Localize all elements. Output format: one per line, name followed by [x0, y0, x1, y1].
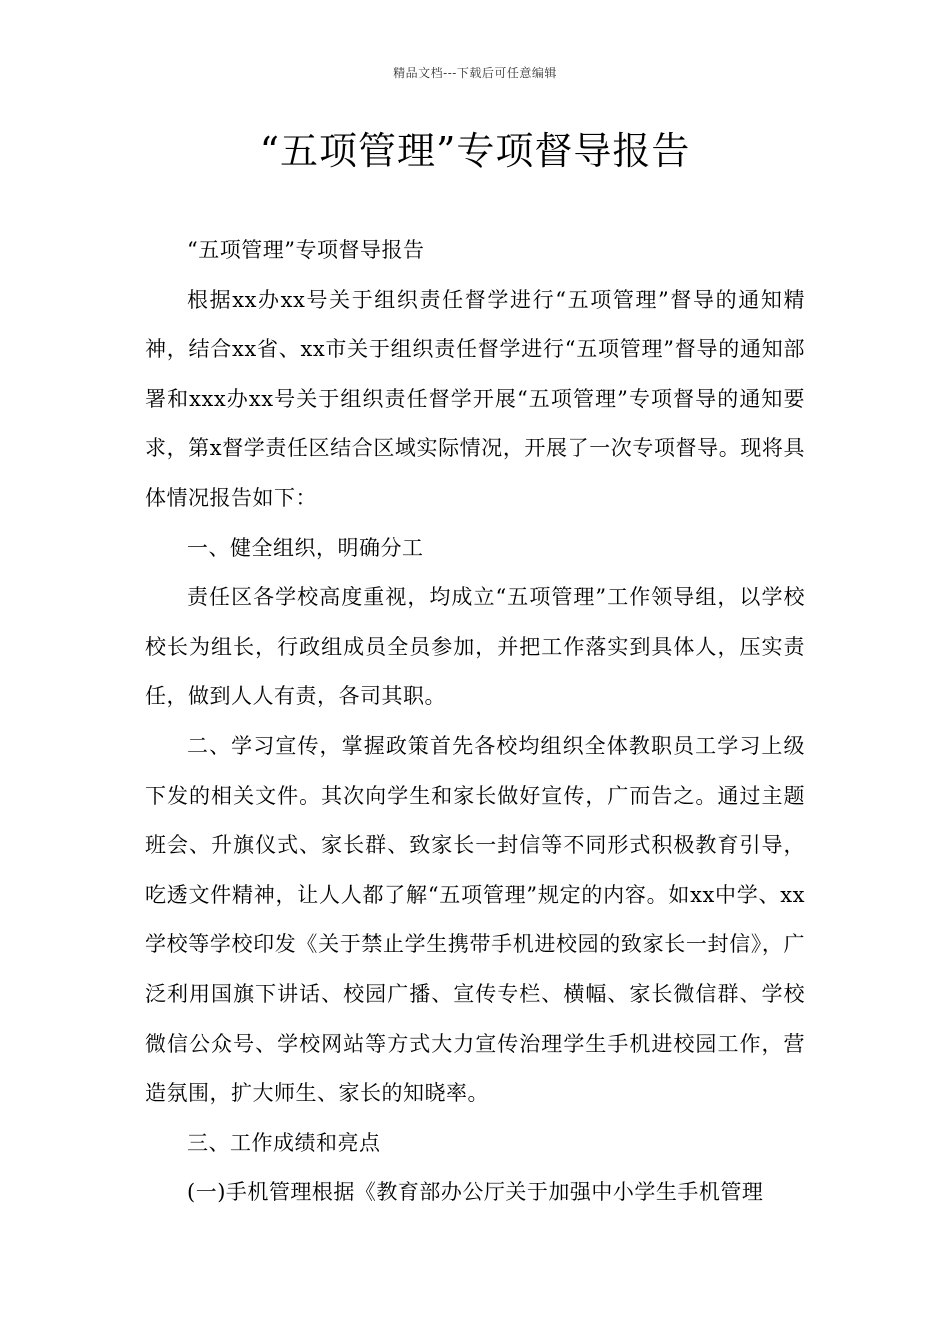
section-heading-3: 三、工作成绩和亮点: [187, 1130, 381, 1155]
header-note: 精品文档---下载后可任意编辑: [393, 66, 557, 80]
document-title: “五项管理”专项督导报告: [259, 129, 691, 173]
paragraph-subtitle: “五项管理”专项督导报告: [187, 238, 425, 262]
paragraph-subsection-1: (一)手机管理根据《教育部办公厅关于加强中小学生手机管理: [187, 1180, 764, 1205]
paragraph-intro: 根据xx办xx号关于组织责任督学进行“五项管理”督导的通知精神，结合xx省、xx市关于组织责任督学进行“五项管理”督导的通知部署和xxx办xx号关于组织责任督学开展“五项管理”专项督导的通知要求，第x督学责任区结合区域实际情况，开展了一次专项督导。现将具体情况报告如下：: [145, 287, 805, 510]
section-heading-1: 一、健全组织，明确分工: [187, 535, 424, 560]
paragraph-section-2: 二、学习宣传，掌握政策首先各校均组织全体教职员工学习上级下发的相关文件。其次向学生和家长做好宣传，广而告之。通过主题班会、升旗仪式、家长群、致家长一封信等不同形式积极教育引导，吃透文件精神，让人人都了解“五项管理”规定的内容。如xx中学、xx学校等学校印发《关于禁止学生携带手机进校园的致家长一封信》，广泛利用国旗下讲话、校园广播、宣传专栏、横幅、家长微信群、学校微信公众号、学校网站等方式大力宣传治理学生手机进校园工作，营造氛围，扩大师生、家长的知晓率。: [145, 733, 805, 1106]
document-body: [145, 226, 805, 1218]
paragraph-section-1: 责任区各学校高度重视，均成立“五项管理”工作领导组，以学校校长为组长，行政组成员全员参加，并把工作落实到具体人，压实责任，做到人人有责，各司其职。: [145, 585, 805, 709]
